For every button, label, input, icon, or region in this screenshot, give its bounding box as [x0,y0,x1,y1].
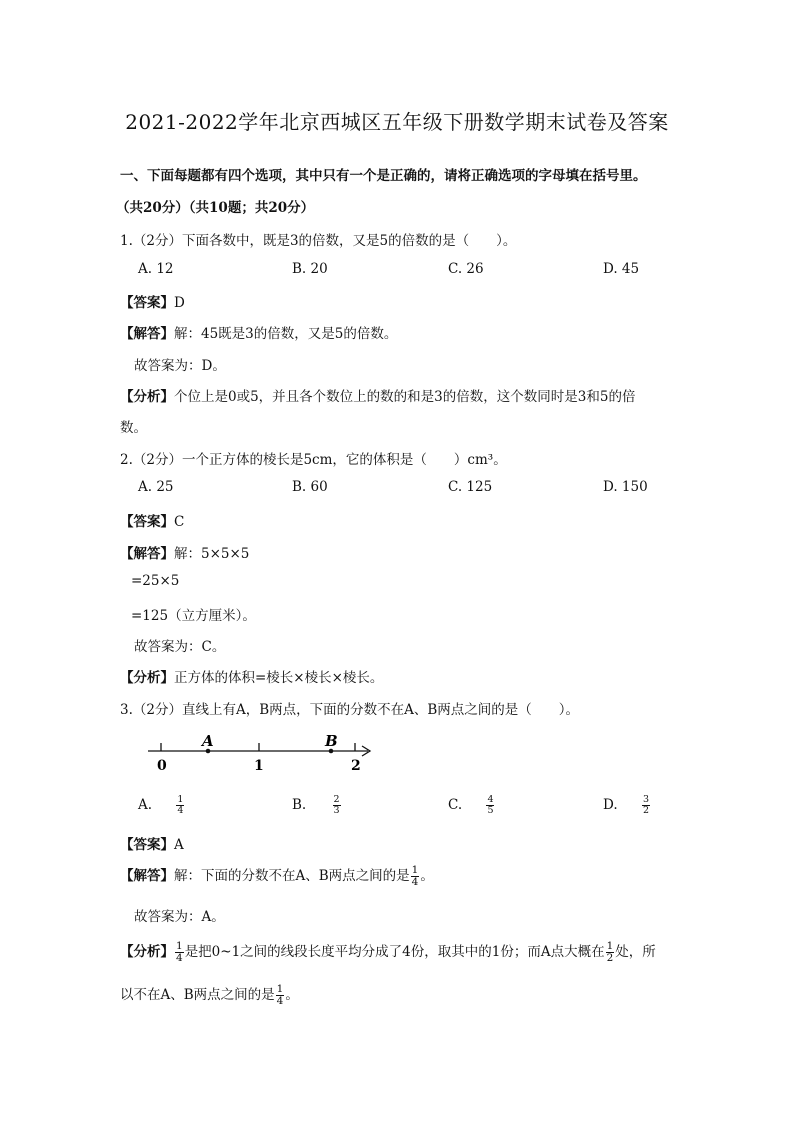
analysis-text: 是把0~1之间的线段长度平均分成了4份，取其中的1份；而A点大概在 [184,944,605,960]
option-fraction [176,795,184,816]
q2-conclusion: 故答案为：C。 [134,639,226,655]
solution-text: 解：下面的分数不在A、B两点之间的是 [174,868,410,884]
q3-option-c [448,795,495,816]
analysis-text: 个位上是0或5，并且各个数位上的数的和是3的倍数，这个数同时是3和5的倍 [174,389,636,405]
q3-option-d [603,795,651,816]
numerator: 1 [176,940,183,952]
solution-fraction [411,865,420,888]
denominator: 5 [487,805,494,816]
solution-text: 解：45既是3的倍数，又是5的倍数。 [174,326,398,342]
option-letter: A. [138,797,153,813]
option-letter: B. [292,797,307,813]
answer-tag: 【答案】 [120,295,174,311]
numerator: 3 [642,794,649,805]
answer-tag: 【答案】 [120,837,174,853]
q1-analysis-cont: 数。 [120,420,147,436]
point-b-label: B [325,732,338,750]
q3-conclusion: 故答案为：A。 [134,909,225,925]
q2-option-c: C. 125 [448,479,493,495]
numerator: 1 [411,864,419,876]
answer-tag: 【答案】 [120,514,174,530]
q3-analysis-cont [120,983,299,1007]
q2-option-a: A. 25 [138,479,174,495]
denominator: 4 [411,876,419,888]
answer-value: D [174,295,185,311]
solution-tag: 【解答】 [120,546,174,562]
numerator: 1 [276,983,284,995]
solution-tag: 【解答】 [120,868,174,884]
analysis-tag: 【分析】 [120,944,174,960]
solution-tag: 【解答】 [120,326,174,342]
option-fraction [486,795,494,816]
denominator: 4 [276,995,284,1007]
numerator: 4 [487,794,494,805]
answer-value: C [174,514,185,530]
q2-step2: =125（立方厘米）。 [131,608,256,624]
q3-solution [120,864,434,888]
numerator: 1 [177,794,184,805]
q1-solution [120,322,397,342]
analysis-text: 以不在A、B两点之间的是 [120,987,275,1003]
q1-answer [120,291,185,311]
analysis-fraction [606,941,615,964]
analysis-fraction [276,984,285,1007]
tick-label-1: 1 [254,758,264,774]
denominator: 2 [606,952,614,964]
numerator: 2 [333,794,340,805]
q2-answer [120,510,184,530]
q3-option-b [292,795,342,816]
denominator: 4 [177,805,184,816]
q1-stem: 1.（2分）下面各数中，既是3的倍数，又是5的倍数的是（ ）。 [120,233,517,249]
q2-step1: =25×5 [131,573,180,589]
solution-text: 解：5×5×5 [174,546,250,562]
q3-stem: 3.（2分）直线上有A，B两点，下面的分数不在A、B两点之间的是（ ）。 [120,702,580,718]
section-score-note: （共20分）（共10题；共20分） [116,200,315,216]
q1-option-d: D. 45 [603,261,640,277]
denominator: 2 [642,805,649,816]
q2-stem: 2.（2分）一个正方体的棱长是5cm，它的体积是（ ）cm³。 [120,452,507,468]
page-title: 2021-2022学年北京西城区五年级下册数学期末试卷及答案 [125,110,669,134]
analysis-tag: 【分析】 [120,670,174,686]
q3-option-a [138,795,185,816]
option-letter: D. [603,797,618,813]
analysis-text: 处，所 [615,944,656,960]
q1-option-c: C. 26 [448,261,484,277]
answer-value: A [174,837,184,853]
q3-answer [120,833,184,853]
section-heading: 一、下面每题都有四个选项，其中只有一个是正确的，请将正确选项的字母填在括号里。 [120,168,647,184]
denominator: 4 [176,952,183,964]
analysis-text: 正方体的体积=棱长×棱长×棱长。 [174,670,384,686]
solution-end: 。 [420,868,434,884]
q2-option-d: D. 150 [603,479,648,495]
denominator: 3 [333,805,340,816]
numerator: 1 [606,940,614,952]
option-letter: C. [448,797,463,813]
number-line-figure [140,728,380,778]
option-fraction [642,795,650,816]
analysis-tag: 【分析】 [120,389,174,405]
q2-solution [120,542,249,562]
q2-option-b: B. 60 [292,479,328,495]
analysis-end: 。 [285,987,299,1003]
q1-option-b: B. 20 [292,261,328,277]
q1-conclusion: 故答案为：D。 [134,358,226,374]
analysis-fraction [175,941,184,964]
tick-label-0: 0 [157,758,167,774]
q1-analysis [120,385,635,405]
tick-label-2: 2 [351,758,361,774]
q3-analysis [120,940,656,964]
q2-analysis [120,666,383,686]
point-a-label: A [202,732,214,750]
q1-option-a: A. 12 [138,261,174,277]
option-fraction [333,795,341,816]
